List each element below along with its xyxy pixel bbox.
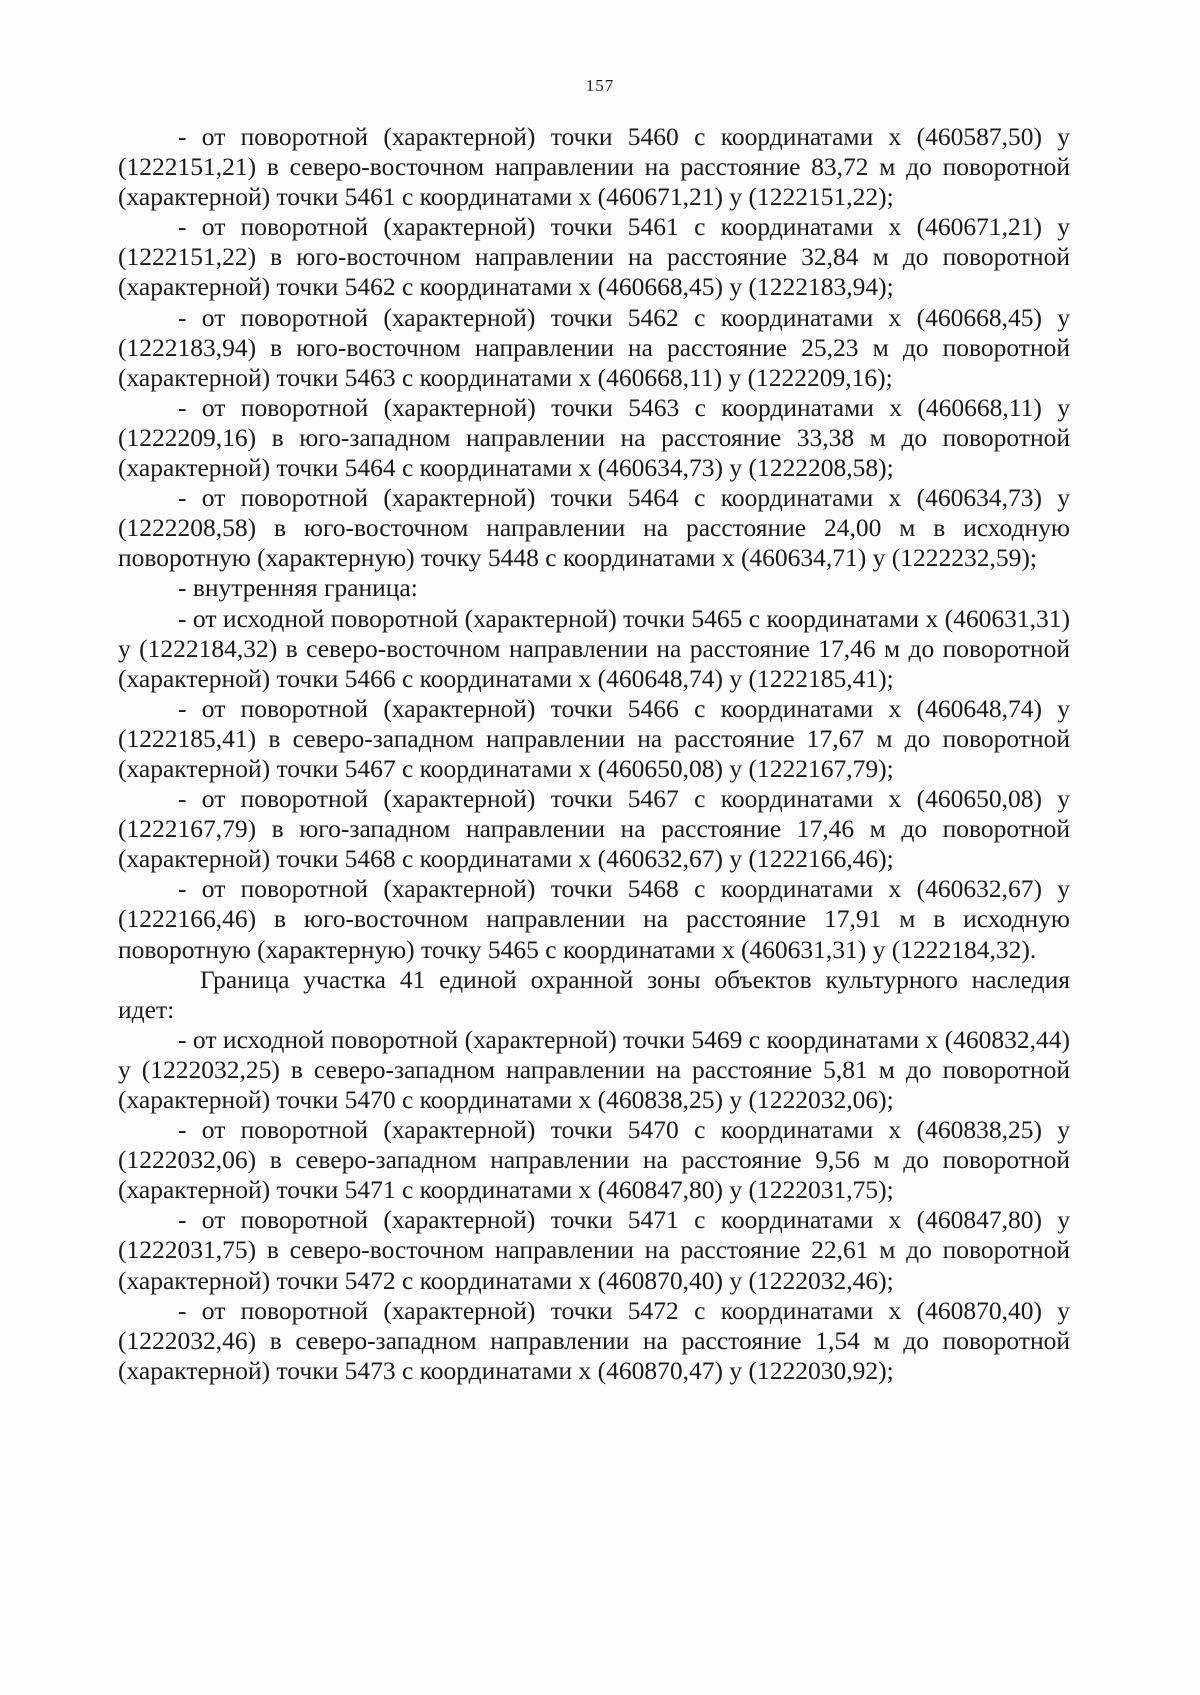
paragraph: - от поворотной (характерной) точки 5461 с координатами x (460671,21) y (1222151,22) в юго-восточном направлении на расстояние 32,84 м до поворотной (характерной) точки 5462 с координатами x (460668,45) y (1222183,94); bbox=[118, 212, 1070, 302]
paragraph: - от исходной поворотной (характерной) точки 5469 с координатами x (460832,44) y (1222032,25) в северо-западном направлении на расстояние 5,81 м до поворотной (характерной) точки 5470 с координатами x (460838,25) y (1222032,06); bbox=[118, 1024, 1070, 1114]
paragraph: - от поворотной (характерной) точки 5467 с координатами x (460650,08) y (1222167,79) в юго-западном направлении на расстояние 17,46 м до поворотной (характерной) точки 5468 с координатами x (460632,67) y (1222166,46); bbox=[118, 784, 1070, 874]
paragraph: - от поворотной (характерной) точки 5463 с координатами x (460668,11) y (1222209,16) в юго-западном направлении на расстояние 33,38 м до поворотной (характерной) точки 5464 с координатами x (460634,73) y (1222208,58); bbox=[118, 392, 1070, 483]
paragraph: - от поворотной (характерной) точки 5466 с координатами x (460648,74) y (1222185,41) в северо-западном направлении на расстояние 17,67 м до поворотной (характерной) точки 5467 с координатами x (460650,08) y (1222167,79); bbox=[118, 693, 1070, 783]
document-body bbox=[118, 122, 1070, 1386]
paragraph: - от поворотной (характерной) точки 5468 с координатами x (460632,67) y (1222166,46) в юго-восточном направлении на расстояние 17,91 м в исходную поворотную (характерную) точку 5465 с координатами x (460631,31) y (1222184,32). bbox=[118, 874, 1070, 964]
section-intro-paragraph: Граница участка 41 единой охранной зоны объектов культурного наследия идет: bbox=[118, 964, 1070, 1024]
paragraph: - от поворотной (характерной) точки 5460 с координатами x (460587,50) y (1222151,21) в северо-восточном направлении на расстояние 83,72 м до поворотной (характерной) точки 5461 с координатами x (460671,21) y (1222151,22); bbox=[118, 122, 1070, 212]
paragraph: - от поворотной (характерной) точки 5464 с координатами x (460634,73) y (1222208,58) в юго-восточном направлении на расстояние 24,00 м в исходную поворотную (характерную) точку 5448 с координатами x (460634,71) y (1222232,59); bbox=[118, 483, 1070, 573]
paragraph: - от поворотной (характерной) точки 5470 с координатами x (460838,25) y (1222032,06) в северо-западном направлении на расстояние 9,56 м до поворотной (характерной) точки 5471 с координатами x (460847,80) y (1222031,75); bbox=[118, 1115, 1070, 1205]
paragraph: - от поворотной (характерной) точки 5472 с координатами x (460870,40) y (1222032,46) в северо-западном направлении на расстояние 1,54 м до поворотной (характерной) точки 5473 с координатами x (460870,47) y (1222030,92); bbox=[118, 1295, 1070, 1385]
paragraph: - от поворотной (характерной) точки 5471 с координатами x (460847,80) y (1222031,75) в северо-восточном направлении на расстояние 22,61 м до поворотной (характерной) точки 5472 с координатами x (460870,40) y (1222032,46); bbox=[118, 1205, 1070, 1295]
page-number: 157 bbox=[585, 76, 615, 95]
paragraph: - от исходной поворотной (характерной) точки 5465 с координатами x (460631,31) y (1222184,32) в северо-восточном направлении на расстояние 17,46 м до поворотной (характерной) точки 5466 с координатами x (460648,74) y (1222185,41); bbox=[118, 603, 1070, 693]
paragraph: - от поворотной (характерной) точки 5462 с координатами x (460668,45) y (1222183,94) в юго-восточном направлении на расстояние 25,23 м до поворотной (характерной) точки 5463 с координатами x (460668,11) y (1222209,16); bbox=[118, 302, 1070, 392]
inner-boundary-heading: - внутренняя граница: bbox=[178, 573, 418, 603]
